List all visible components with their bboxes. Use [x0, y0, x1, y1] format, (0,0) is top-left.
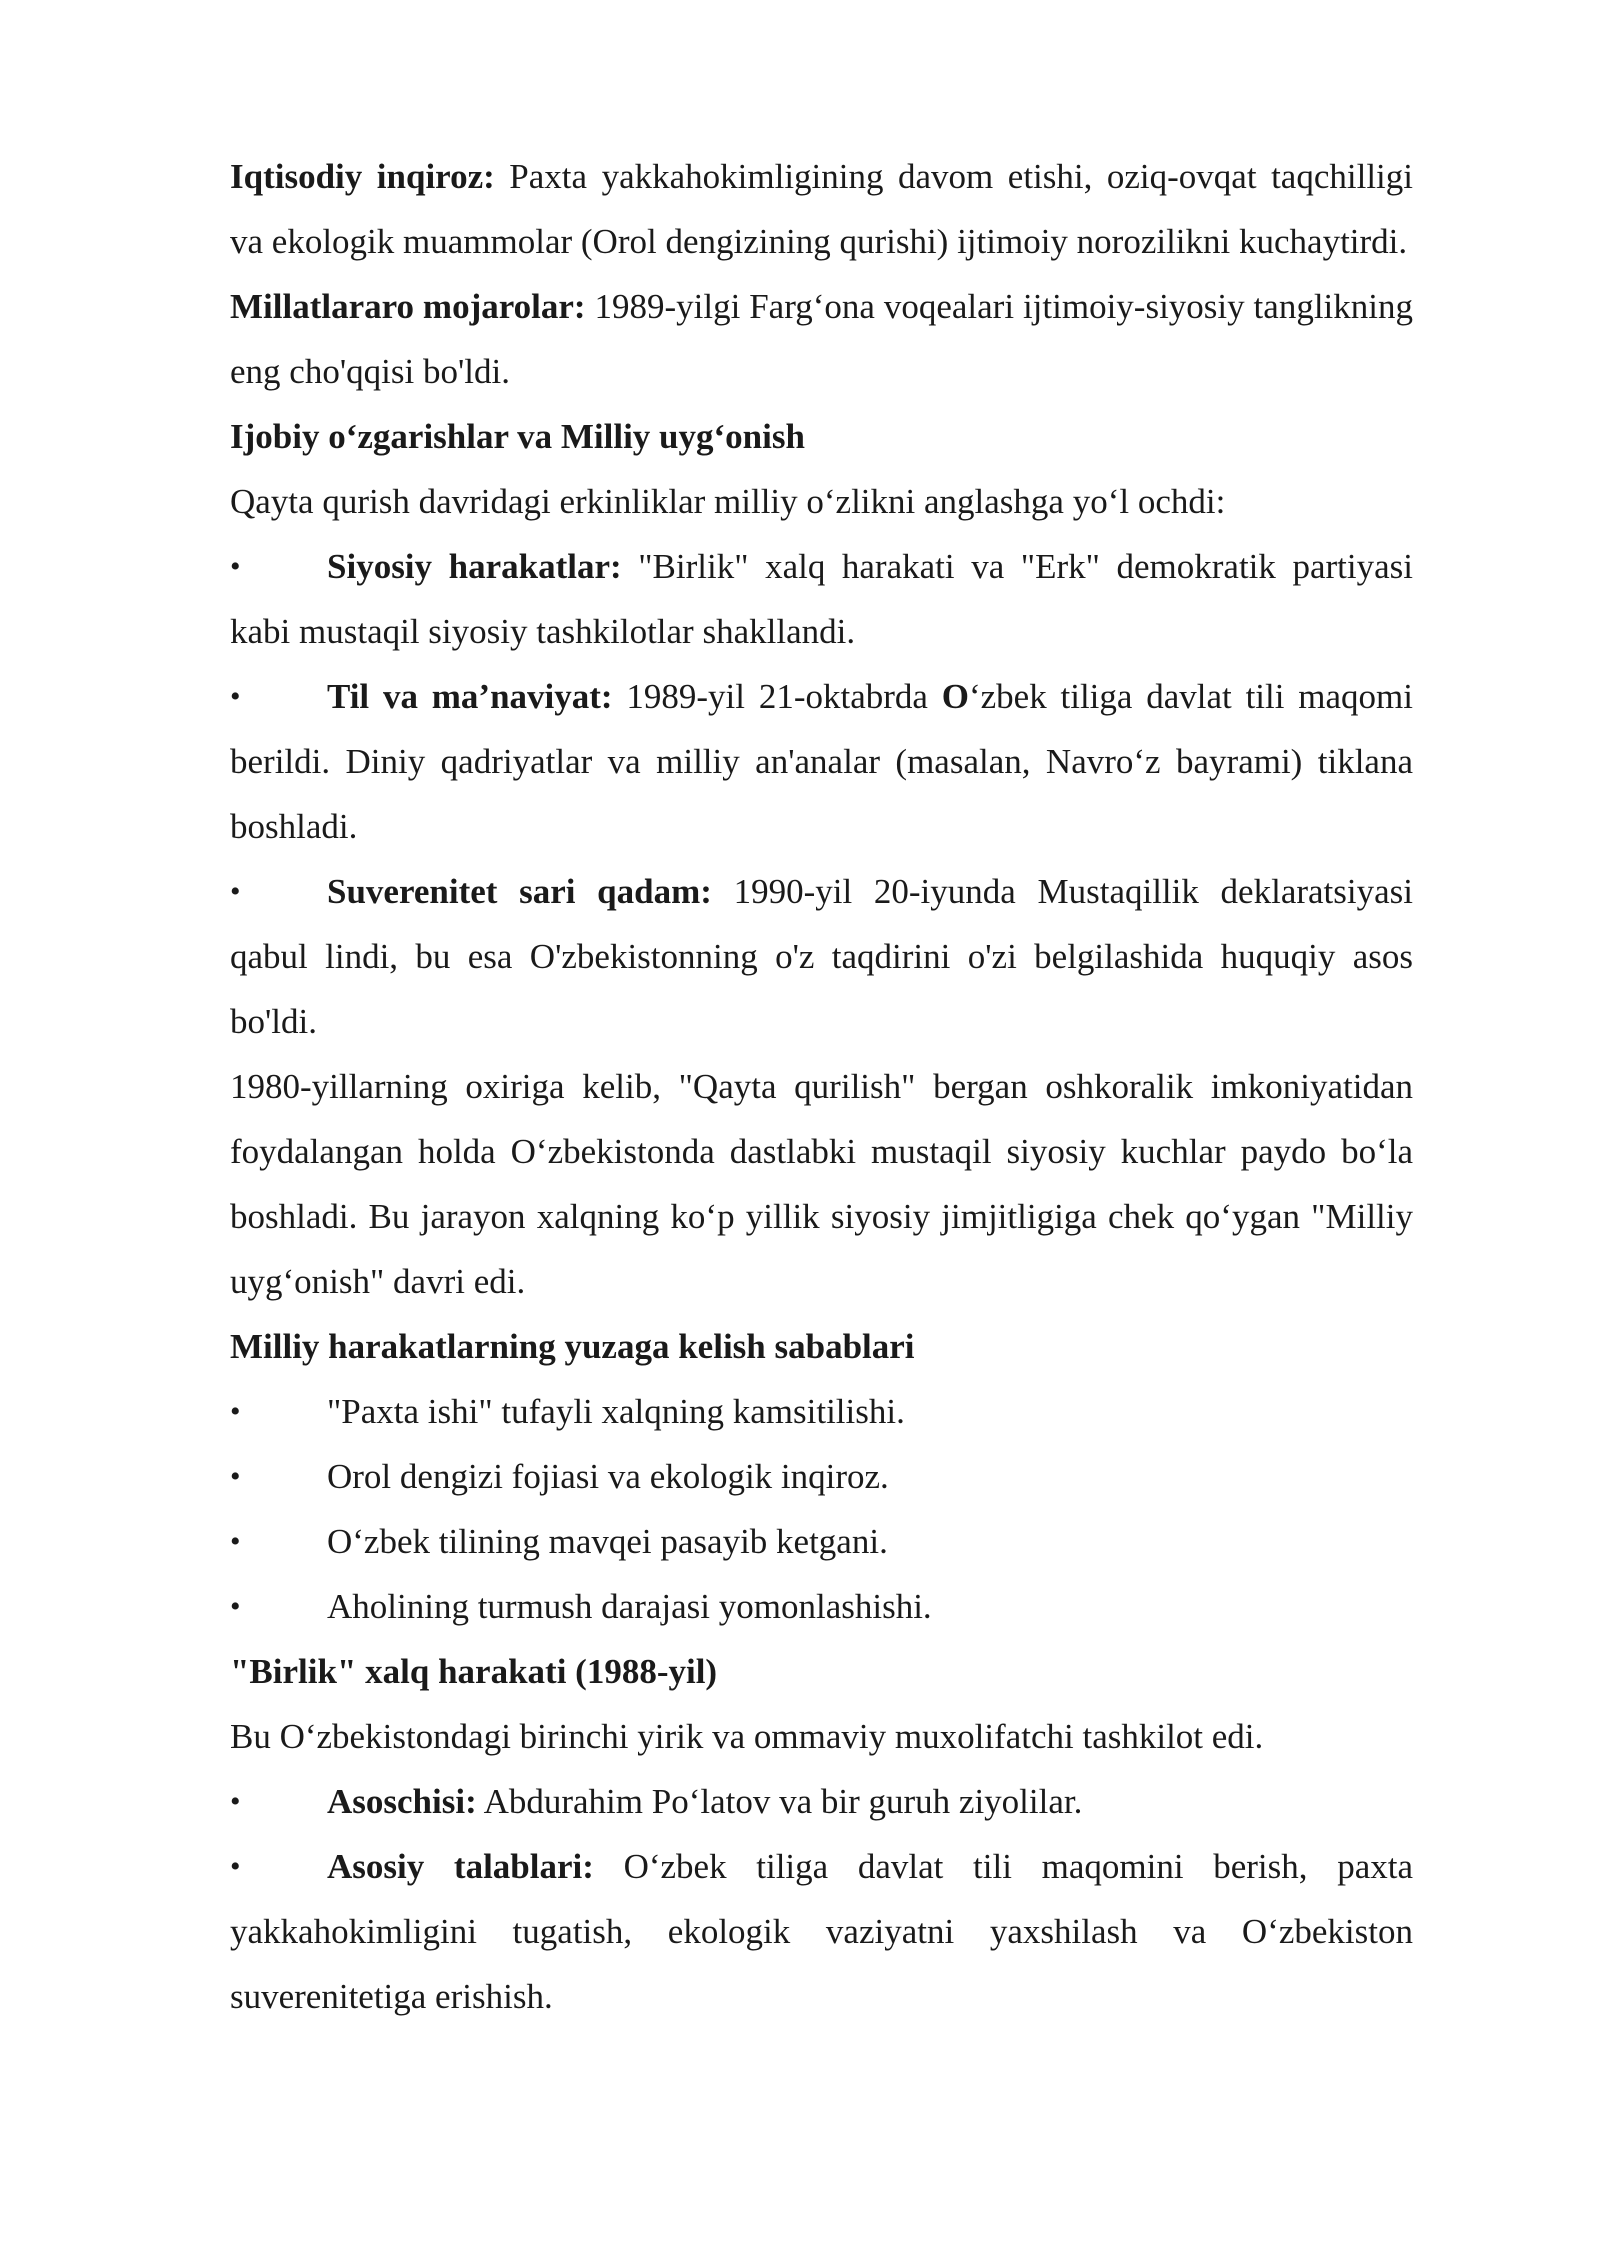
list-item-reason: • "Paxta ishi" tufayli xalqning kamsitilishi.: [230, 1379, 1413, 1444]
list-item-reason: • Aholining turmush darajasi yomonlashishi.: [230, 1574, 1413, 1639]
heading-reasons: Milliy harakatlarning yuzaga kelish sabablari: [230, 1327, 915, 1366]
bullet-text: 1989-yil 21-oktabrda: [612, 677, 942, 716]
bullet-text: ‘zbek tiliga davlat tili maqomi berildi. Diniy qadriyatlar va milliy an'analar (masalan, Navro‘z bayrami) tiklana boshladi.: [230, 677, 1413, 846]
bullet-founder: [230, 1769, 1413, 1834]
bullet-label: Asosiy talablari:: [327, 1847, 594, 1886]
document-page: [230, 144, 1413, 2029]
bullet-text: 1990-yil 20-iyunda Mustaqillik deklaratsiyasi qabul lindi, bu esa O'zbekistonning o'z taqdirini o'zi belgilashida huquqiy asos bo'ldi.: [230, 872, 1413, 1041]
paragraph-text: 1989-yilgi Farg‘ona voqealari ijtimoiy-siyosiy tanglikning eng cho'qqisi bo'ldi.: [230, 287, 1413, 391]
paragraph-text: Paxta yakkahokimligining davom etishi, oziq-ovqat taqchilligi va ekologik muammolar (Orol dengizining qurishi) ijtimoiy norozilikni kuchaytirdi.: [230, 157, 1413, 261]
paragraph-intro-freedoms: Qayta qurish davridagi erkinliklar milliy o‘zlikni anglashga yo‘l ochdi:: [230, 482, 1226, 521]
paragraph-label: Iqtisodiy inqiroz:: [230, 157, 495, 196]
heading-birlik: "Birlik" xalq harakati (1988-yil): [230, 1652, 718, 1691]
paragraph-economic-crisis: [230, 144, 1413, 274]
paragraph-label: Millatlararo mojarolar:: [230, 287, 586, 326]
list-item-reason: • Orol dengizi fojiasi va ekologik inqiroz.: [230, 1444, 1413, 1509]
bullet-label: Siyosiy harakatlar:: [327, 547, 622, 586]
bullet-label: Suverenitet sari qadam:: [327, 872, 712, 911]
bullet-label: Asoschisi:: [327, 1782, 477, 1821]
paragraph-birlik-intro: Bu O‘zbekistondagi birinchi yirik va ommaviy muxolifatchi tashkilot edi.: [230, 1717, 1264, 1756]
bullet-text: Abdurahim Po‘latov va bir guruh ziyolilar.: [476, 1782, 1083, 1821]
bullet-sovereignty: [230, 859, 1413, 1054]
bullet-text: O‘zbek tiliga davlat tili maqomini berish, paxta yakkahokimligini tugatish, ekologik vaziyatni yaxshilash va O‘zbekiston suverenitetiga erishish.: [230, 1847, 1413, 2016]
bullet-political-movements: [230, 534, 1413, 664]
list-item-reason: • O‘zbek tilining mavqei pasayib ketgani.: [230, 1509, 1413, 1574]
heading-positive-changes: Ijobiy o‘zgarishlar va Milliy uyg‘onish: [230, 417, 805, 456]
bullet-language-spirituality: [230, 664, 1413, 859]
bullet-label: Til va ma’naviyat:: [327, 677, 613, 716]
bullet-text: "Birlik" xalq harakati va "Erk" demokratik partiyasi kabi mustaqil siyosiy tashkilotlar shakllandi.: [230, 547, 1413, 651]
paragraph-interethnic-conflicts: [230, 274, 1413, 404]
bullet-main-demands: [230, 1834, 1413, 2029]
bullet-bold-letter: O: [941, 677, 969, 716]
paragraph-national-awakening: 1980-yillarning oxiriga kelib, "Qayta qurilish" bergan oshkoralik imkoniyatidan foydalangan holda O‘zbekistonda dastlabki mustaqil siyosiy kuchlar paydo bo‘la boshladi. Bu jarayon xalqning ko‘p yillik siyosiy jimjitligiga chek qo‘ygan "Milliy uyg‘onish" davri edi.: [230, 1067, 1413, 1301]
